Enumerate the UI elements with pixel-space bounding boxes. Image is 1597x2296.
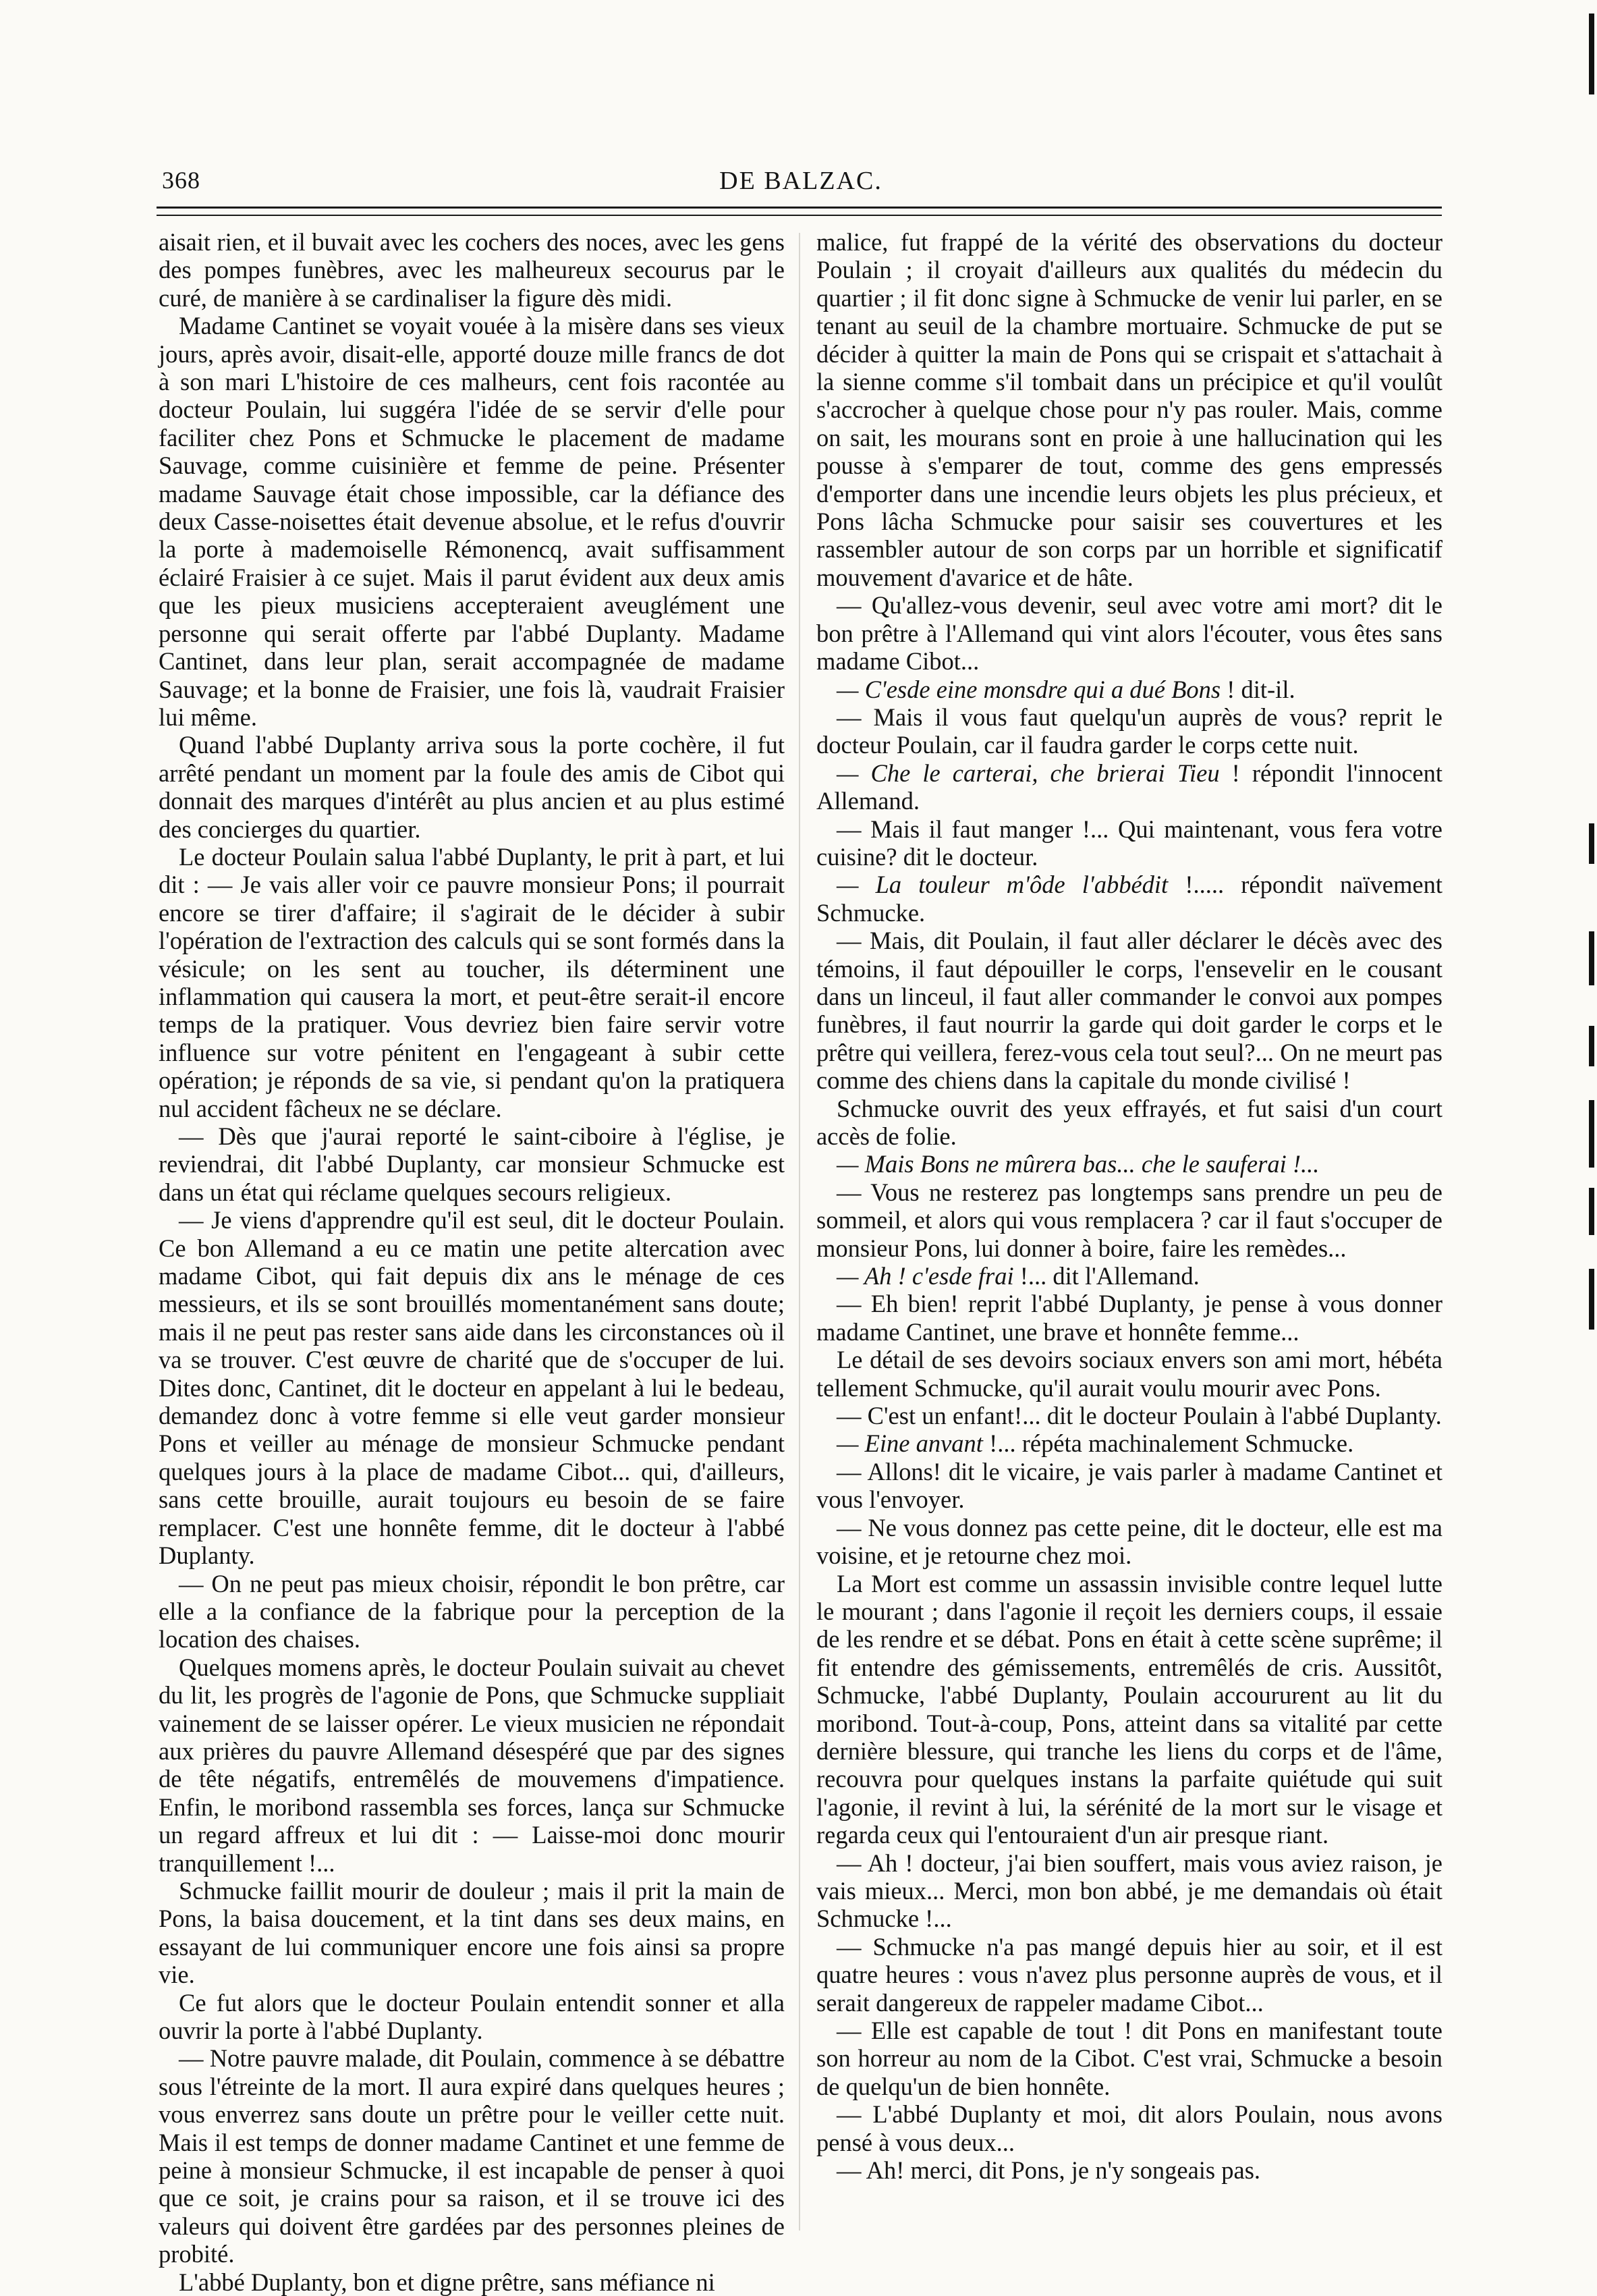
paragraph: Le détail de ses devoirs sociaux envers son ami mort, hébéta tellement Schmucke, qu'il aurait voulu mourir avec Pons. — [816, 1346, 1442, 1402]
scan-edge-mark — [1589, 823, 1594, 864]
header-rule-bottom — [157, 215, 1442, 216]
header-rule-top — [157, 207, 1442, 209]
paragraph-text: !... dit l'Allemand. — [1013, 1262, 1200, 1290]
paragraph: Schmucke faillit mourir de douleur ; mais il prit la main de Pons, la baisa doucement, et la tint dans ses deux mains, en essayant de lui communiquer encore une fois ainsi sa propre vie. — [159, 1876, 785, 1989]
paragraph: Schmucke ouvrit des yeux effrayés, et fut saisi d'un court accès de folie. — [816, 1094, 1442, 1150]
paragraph: — On ne peut pas mieux choisir, répondit le bon prêtre, car elle a la confiance de la fabrique pour la perception de la location des chaises. — [159, 1569, 785, 1653]
paragraph — [816, 759, 1442, 815]
paragraph-text: ! répondit l'innocent Allemand. — [816, 759, 1442, 815]
left-column — [159, 228, 785, 2296]
scan-edge-mark — [1589, 1100, 1594, 1168]
paragraph — [816, 1262, 1442, 1290]
paragraph: malice, fut frappé de la vérité des observations du docteur Poulain ; il croyait d'ailleurs aux qualités du médecin du quartier ; il fit donc signe à Schmucke de venir lui parler, en se tenant au seuil de la chambre mortuaire. Schmucke de put se décider à quitter la main de Pons qui se crispait et s'attachait à la sienne comme s'il tombait dans un précipice et qu'il voulût s'accrocher à quelque chose pour n'y pas rouler. Mais, comme on sait, les mourans sont en proie à une hallucination qui les pousse à s'emparer de tout, comme des gens empressés d'emporter dans une incendie leurs objets les plus précieux, et Pons lâcha Schmucke pour saisir ses couvertures et les rassembler autour de son corps par un horrible et significatif mouvement d'avarice et de hâte. — [816, 228, 1442, 591]
paragraph — [816, 1429, 1442, 1457]
paragraph-text: !..... répondit naïvement Schmucke. — [816, 871, 1442, 927]
paragraph: — Vous ne resterez pas longtemps sans prendre un peu de sommeil, et alors qui vous remplacera ? car il faut s'occuper de monsieur Pons, lui donner à boire, faire les remèdes... — [816, 1178, 1442, 1262]
german-accent-speech: — La touleur m'ôde l'abbédit — [837, 871, 1169, 899]
paragraph: — Elle est capable de tout ! dit Pons en manifestant toute son horreur au nom de la Cibot. C'est vrai, Schmucke a besoin de quelqu'un de bien honnête. — [816, 2017, 1442, 2100]
paragraph: aisait rien, et il buvait avec les cochers des noces, avec les gens des pompes funèbres, avec les malheureux secourus par le curé, de manière à se cardinaliser la figure dès midi. — [159, 228, 785, 312]
scan-edge-mark — [1589, 1188, 1594, 1235]
scan-edge-mark — [1589, 931, 1594, 985]
scan-edge-mark — [1589, 13, 1594, 94]
german-accent-speech: — Ah ! c'esde frai — [837, 1262, 1014, 1290]
paragraph: — Qu'allez-vous devenir, seul avec votre ami mort? dit le bon prêtre à l'Allemand qui vint alors l'écouter, vous êtes sans madame Cibot... — [816, 591, 1442, 676]
column-separator — [799, 233, 800, 2231]
paragraph: — Mais il faut manger !... Qui maintenant, vous fera votre cuisine? dit le docteur. — [816, 815, 1442, 871]
paragraph: — Ah ! docteur, j'ai bien souffert, mais vous aviez raison, je vais mieux... Merci, mon bon abbé, je me demandais où était Schmucke !... — [816, 1849, 1442, 1933]
page-header — [157, 161, 1445, 201]
paragraph: — Ah! merci, dit Pons, je n'y songeais pas. — [837, 2156, 1261, 2185]
paragraph: — Mais, dit Poulain, il faut aller déclarer le décès avec des témoins, il faut dépouiller le corps, l'ensevelir en le cousant dans un linceul, il faut aller commander le convoi aux pompes funèbres, il faut nourrir la garde qui doit garder le corps et le prêtre qui veillera, ferez-vous cela tout seul?... On ne meurt pas comme des chiens dans la capitale du monde civilisé ! — [816, 927, 1442, 1095]
paragraph: Quand l'abbé Duplanty arriva sous la porte cochère, il fut arrêté pendant un moment par la foule des amis de Cibot qui donnait des marques d'intérêt au plus ancien et au plus estimé des concierges du quartier. — [159, 731, 785, 843]
scan-edge-mark — [1589, 1269, 1594, 1330]
german-accent-speech: — Che le carterai, che brierai Tieu — [837, 759, 1220, 787]
german-accent-speech: — Mais Bons ne mûrera bas... che le sauferai !... — [837, 1150, 1320, 1178]
running-title: DE BALZAC. — [719, 167, 882, 195]
paragraph: L'abbé Duplanty, bon et digne prêtre, sans méfiance ni — [179, 2268, 715, 2296]
paragraph: Ce fut alors que le docteur Poulain entendit sonner et alla ouvrir la porte à l'abbé Duplanty. — [159, 1988, 785, 2044]
paragraph: Le docteur Poulain salua l'abbé Duplanty, le prit à part, et lui dit : — Je vais aller voir ce pauvre monsieur Pons; il pourrait encore se tirer d'affaire; il s'agirait de le décider à subir l'opération de l'extraction des calculs qui se sont formés dans la vésicule; on les sent au toucher, ils déterminent une inflammation qui causera la mort, et peut-être serait-il encore temps de la pratiquer. Vous devriez bien faire servir votre influence sur votre pénitent en l'engageant à subir cette opération; je réponds de sa vie, si pendant qu'on la pratiquera nul accident fâcheux ne se déclare. — [159, 842, 785, 1122]
paragraph-text: ! dit-il. — [1221, 675, 1295, 703]
paragraph: — Eh bien! reprit l'abbé Duplanty, je pense à vous donner madame Cantinet, une brave et honnête femme... — [816, 1290, 1442, 1346]
paragraph: Madame Cantinet se voyait vouée à la misère dans ses vieux jours, après avoir, disait-elle, apporté douze mille francs de dot à son mari L'histoire de ces malheurs, cent fois racontée au docteur Poulain, lui suggéra l'idée de se servir d'elle pour faciliter chez Pons et Schmucke le placement de madame Sauvage, comme cuisinière et femme de peine. Présenter madame Sauvage était chose impossible, car la défiance des deux Casse-noisettes était devenue absolue, et le refus d'ouvrir la porte à mademoiselle Rémonencq, avait suffisamment éclairé Fraisier à ce sujet. Mais il parut évident aux deux amis que les pieux musiciens accepteraient aveuglément une personne qui serait offerte par l'abbé Duplanty. Madame Cantinet, dans leur plan, serait accompagnée de madame Sauvage; et la bonne de Fraisier, une fois là, vaudrait Fraisier lui même. — [159, 312, 785, 731]
paragraph — [816, 1150, 1442, 1178]
right-column — [816, 228, 1442, 2239]
german-accent-speech: — Eine anvant — [837, 1429, 983, 1458]
paragraph: — Notre pauvre malade, dit Poulain, commence à se débattre sous l'étreinte de la mort. Il aura expiré dans quelques heures ; vous enverrez sans doute un prêtre pour le veiller cette nuit. Mais il est temps de donner madame Cantinet et une femme de peine à monsieur Schmucke, il est incapable de penser à quoi que ce soit, je crains pour sa raison, et il se trouve ici des valeurs qui doivent être gardées par des personnes pleines de probité. — [159, 2044, 785, 2268]
paragraph: — C'est un enfant!... dit le docteur Poulain à l'abbé Duplanty. — [837, 1402, 1442, 1430]
paragraph — [816, 871, 1442, 927]
paragraph: — L'abbé Duplanty et moi, dit alors Poulain, nous avons pensé à vous deux... — [816, 2100, 1442, 2156]
paragraph: Quelques momens après, le docteur Poulain suivait au chevet du lit, les progrès de l'agonie de Pons, que Schmucke suppliait vainement de se laisser opérer. Le vieux musicien ne répondait aux prières du pauvre Allemand désespéré que par des signes de tête négatifs, entremêlés de mouvemens d'impatience. Enfin, le moribond rassembla ses forces, lança sur Schmucke un regard affreux et lui dit : — Laisse-moi donc mourir tranquillement !... — [159, 1653, 785, 1877]
paragraph: — Schmucke n'a pas mangé depuis hier au soir, et il est quatre heures : vous n'avez plus personne auprès de vous, et il serait dangereux de rappeler madame Cibot... — [816, 1932, 1442, 2017]
paragraph: — Mais il vous faut quelqu'un auprès de vous? reprit le docteur Poulain, car il faudra garder le corps cette nuit. — [816, 703, 1442, 759]
paragraph: — Ne vous donnez pas cette peine, dit le docteur, elle est ma voisine, et je retourne chez moi. — [816, 1513, 1442, 1570]
paragraph: — Je viens d'apprendre qu'il est seul, dit le docteur Poulain. Ce bon Allemand a eu ce matin une petite altercation avec madame Cibot, qui fait depuis dix ans le ménage de ces messieurs, et ils se sont brouillés momentanément sans doute; mais il ne peut pas rester sans aide dans les circonstances où il va se trouver. C'est œuvre de charité que de s'occuper de lui. Dites donc, Cantinet, dit le docteur en appelant à lui le bedeau, demandez donc à votre femme si elle veut garder monsieur Pons et veiller au ménage de monsieur Schmucke pendant quelques jours à la place de madame Cibot... qui, d'ailleurs, sans cette brouille, aurait toujours eu besoin de se faire remplacer. C'est une honnête femme, dit le docteur à l'abbé Duplanty. — [159, 1206, 785, 1570]
page-number: 368 — [162, 167, 200, 194]
paragraph — [816, 676, 1442, 703]
paragraph-text: !... répéta machinalement Schmucke. — [982, 1429, 1354, 1458]
scan-edge-mark — [1589, 1026, 1594, 1066]
paragraph: — Dès que j'aurai reporté le saint-ciboire à l'église, je reviendrai, dit l'abbé Duplanty, car monsieur Schmucke est dans un état qui réclame quelques secours religieux. — [159, 1122, 785, 1206]
paragraph: — Allons! dit le vicaire, je vais parler à madame Cantinet et vous l'envoyer. — [816, 1457, 1442, 1514]
paragraph: La Mort est comme un assassin invisible contre lequel lutte le mourant ; dans l'agonie il reçoit les derniers coups, il essaie de les rendre et se débat. Pons en était à cette scène suprême; il fit entendre des gémissements, entremêlés de cris. Aussitôt, Schmucke, l'abbé Duplanty, Poulain accoururent au lit du moribond. Tout-à-coup, Pons, atteint dans sa vitalité par cette dernière blessure, qui tranche les liens du corps et de l'âme, recouvra pour quelques instans la parfaite quiétude qui suit l'agonie, il revint à lui, la sérénité de la mort sur le visage et regarda ceux qui l'entouraient d'un air presque riant. — [816, 1569, 1442, 1849]
german-accent-speech: — C'esde eine monsdre qui a dué Bons — [837, 675, 1221, 703]
